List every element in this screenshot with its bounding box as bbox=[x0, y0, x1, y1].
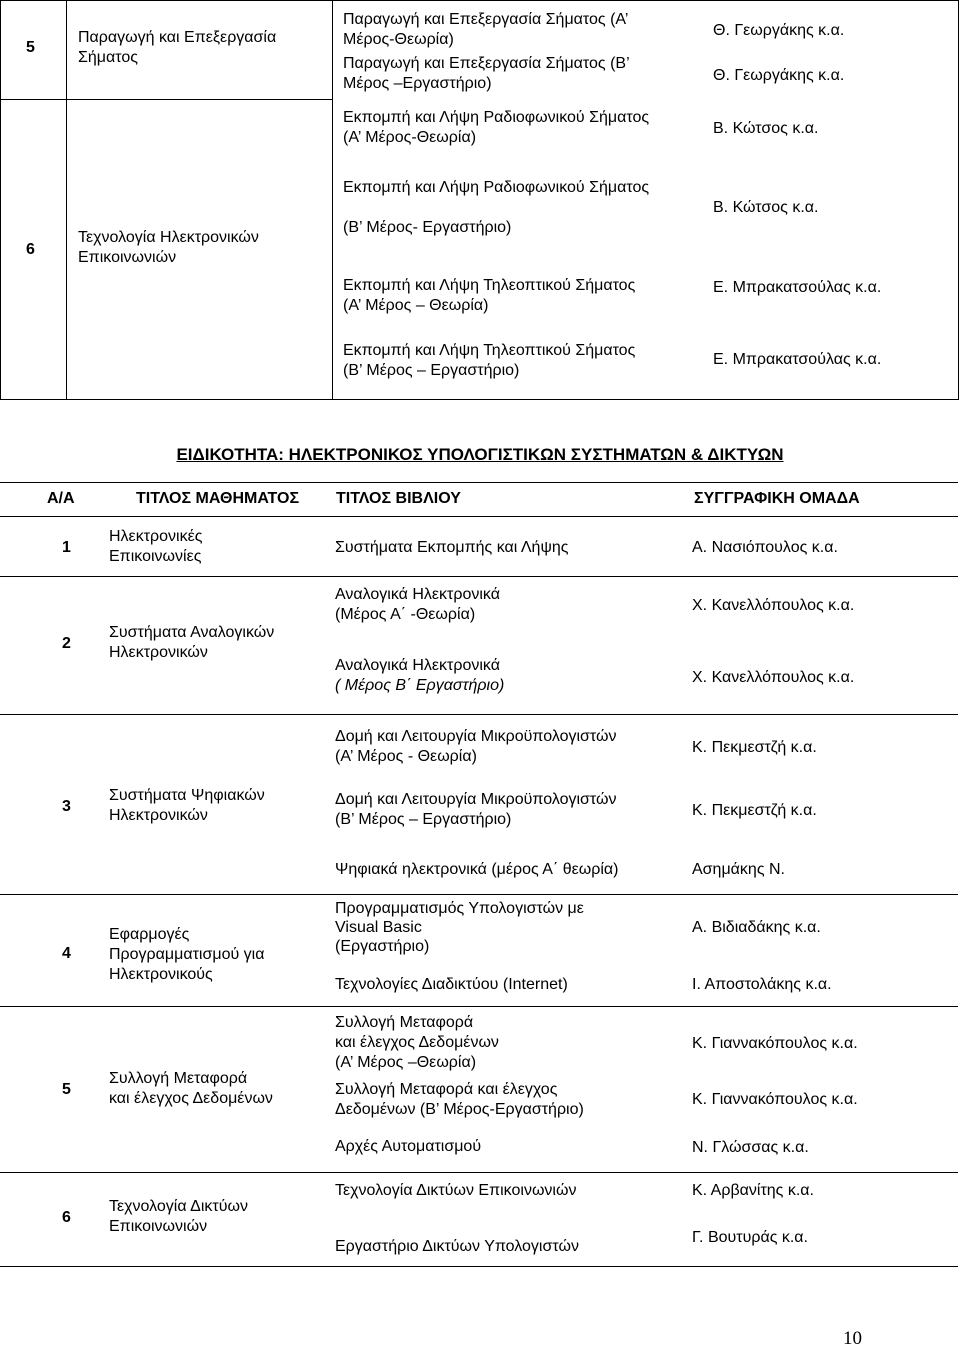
book-authors: Κ. Πεκμεστζή κ.α. bbox=[692, 802, 817, 819]
book-title: Προγραμματισμός Υπολογιστών με bbox=[335, 900, 584, 917]
course-title: Εφαρμογές bbox=[109, 926, 190, 943]
book-title: Αναλογικά Ηλεκτρονικά bbox=[335, 586, 500, 603]
book-title: Συστήματα Εκπομπής και Λήψης bbox=[335, 539, 569, 556]
book-title: Μέρος –Εργαστήριο) bbox=[343, 75, 492, 92]
book-title: (Α’ Μέρος-Θεωρία) bbox=[343, 129, 477, 146]
book-authors: Κ. Πεκμεστζή κ.α. bbox=[692, 739, 817, 756]
book-title: Εκπομπή και Λήψη Ραδιοφωνικού Σήματος bbox=[343, 109, 650, 126]
book-title: (Α’ Μέρος –Θεωρία) bbox=[335, 1054, 477, 1071]
book-authors: Ν. Γλώσσας κ.α. bbox=[692, 1139, 809, 1156]
header-book-title: ΤΙΤΛΟΣ ΒΙΒΛΙΟΥ bbox=[336, 490, 461, 507]
book-title: (Α’ Μέρος - Θεωρία) bbox=[335, 748, 477, 765]
course-title: και έλεγχος Δεδομένων bbox=[109, 1090, 273, 1107]
book-authors: Α. Νασιόπουλος κ.α. bbox=[692, 539, 838, 556]
book-title: Εκπομπή και Λήψη Τηλεοπτικού Σήματος bbox=[343, 342, 636, 359]
row-number: 4 bbox=[62, 945, 71, 962]
book-title: Εκπομπή και Λήψη Τηλεοπτικού Σήματος bbox=[343, 277, 636, 294]
specialty-name: Παραγωγή και Επεξεργασία bbox=[78, 29, 277, 46]
book-title: Αρχές Αυτοματισμού bbox=[335, 1138, 482, 1155]
book-title: Δεδομένων (Β’ Μέρος-Εργαστήριο) bbox=[335, 1101, 584, 1118]
book-title: Δομή και Λειτουργία Μικροϋπολογιστών bbox=[335, 791, 617, 808]
book-title: Visual Basic bbox=[335, 919, 422, 936]
book-title: ( Μέρος Β΄ Εργαστήριο) bbox=[335, 677, 505, 694]
book-title: (Β’ Μέρος – Εργαστήριο) bbox=[343, 362, 520, 379]
book-authors: Ε. Μπρακατσούλας κ.α. bbox=[713, 351, 882, 368]
book-title: Τεχνολογία Δικτύων Επικοινωνιών bbox=[335, 1182, 577, 1199]
row-number: 5 bbox=[62, 1081, 71, 1098]
book-title: (Β’ Μέρος- Εργαστήριο) bbox=[343, 219, 512, 236]
book-authors: Β. Κώτσος κ.α. bbox=[713, 120, 819, 137]
book-title: (Β’ Μέρος – Εργαστήριο) bbox=[335, 811, 512, 828]
book-authors: Ε. Μπρακατσούλας κ.α. bbox=[713, 279, 882, 296]
book-authors: Χ. Κανελλόπουλος κ.α. bbox=[692, 597, 855, 614]
book-title: Εργαστήριο Δικτύων Υπολογιστών bbox=[335, 1238, 579, 1255]
book-title: Ψηφιακά ηλεκτρονικά (μέρος Α΄ θεωρία) bbox=[335, 861, 619, 878]
book-authors: Χ. Κανελλόπουλος κ.α. bbox=[692, 669, 855, 686]
specialty-name: Τεχνολογία Ηλεκτρονικών bbox=[78, 229, 259, 246]
book-authors: Κ. Γιαννακόπουλος κ.α. bbox=[692, 1091, 858, 1108]
book-title: Μέρος-Θεωρία) bbox=[343, 31, 454, 48]
book-authors: Θ. Γεωργάκης κ.α. bbox=[713, 22, 845, 39]
book-title: και έλεγχος Δεδομένων bbox=[335, 1034, 499, 1051]
row-number: 1 bbox=[62, 539, 71, 556]
book-title: Τεχνολογίες Διαδικτύου (Internet) bbox=[335, 976, 568, 993]
book-authors: Ασημάκης Ν. bbox=[692, 861, 785, 878]
specialty-name: Επικοινωνιών bbox=[78, 249, 177, 266]
book-authors: Κ. Γιαννακόπουλος κ.α. bbox=[692, 1035, 858, 1052]
book-title: (Εργαστήριο) bbox=[335, 938, 430, 955]
book-authors: Κ. Αρβανίτης κ.α. bbox=[692, 1182, 814, 1199]
section-title: ΕΙΔΙΚΟΤΗΤΑ: ΗΛΕΚΤΡΟΝΙΚΟΣ ΥΠΟΛΟΓΙΣΤΙΚΩΝ ΣΥΣΤΗΜΑΤΩΝ & ΔΙΚΤΥΩΝ bbox=[176, 445, 784, 464]
book-title: Συλλογή Μεταφορά και έλεγχος bbox=[335, 1081, 558, 1098]
book-authors: Ι. Αποστολάκης κ.α. bbox=[692, 976, 832, 993]
book-title: Εκπομπή και Λήψη Ραδιοφωνικού Σήματος bbox=[343, 179, 650, 196]
course-title: Επικοινωνιών bbox=[109, 1218, 208, 1235]
book-title: (Μέρος Α΄ -Θεωρία) bbox=[335, 606, 476, 623]
book-title: Παραγωγή και Επεξεργασία Σήματος (Α’ bbox=[343, 11, 629, 28]
header-course-title: ΤΙΤΛΟΣ ΜΑΘΗΜΑΤΟΣ bbox=[136, 490, 300, 507]
header-authors: ΣΥΓΓΡΑΦΙΚΗ ΟΜΑΔΑ bbox=[694, 490, 860, 507]
book-title: Συλλογή Μεταφορά bbox=[335, 1014, 474, 1031]
course-title: Ηλεκτρονικών bbox=[109, 807, 208, 824]
course-title: Συλλογή Μεταφορά bbox=[109, 1070, 248, 1087]
course-title: Προγραμματισμού για bbox=[109, 946, 265, 963]
row-number: 2 bbox=[62, 635, 71, 652]
book-authors: Θ. Γεωργάκης κ.α. bbox=[713, 67, 845, 84]
header-aa: Α/Α bbox=[47, 490, 75, 507]
book-authors: Γ. Βουτυράς κ.α. bbox=[692, 1229, 808, 1246]
book-title: Αναλογικά Ηλεκτρονικά bbox=[335, 657, 500, 674]
book-title: Παραγωγή και Επεξεργασία Σήματος (Β’ bbox=[343, 55, 630, 72]
row-number: 6 bbox=[26, 241, 35, 258]
row-number: 5 bbox=[26, 39, 35, 56]
course-title: Τεχνολογία Δικτύων bbox=[109, 1198, 248, 1215]
book-title: (Α’ Μέρος – Θεωρία) bbox=[343, 297, 489, 314]
course-title: Ηλεκτρονικούς bbox=[109, 966, 213, 983]
course-title: Ηλεκτρονικών bbox=[109, 644, 208, 661]
book-authors: Α. Βιδιαδάκης κ.α. bbox=[692, 919, 821, 936]
course-title: Συστήματα Αναλογικών bbox=[109, 624, 275, 641]
book-title: Δομή και Λειτουργία Μικροϋπολογιστών bbox=[335, 728, 617, 745]
book-authors: Β. Κώτσος κ.α. bbox=[713, 199, 819, 216]
row-number: 6 bbox=[62, 1209, 71, 1226]
page-number: 10 bbox=[843, 1328, 862, 1349]
specialty-name: Σήματος bbox=[78, 49, 138, 66]
course-title: Συστήματα Ψηφιακών bbox=[109, 787, 265, 804]
row-number: 3 bbox=[62, 798, 71, 815]
course-title: Επικοινωνίες bbox=[109, 548, 202, 565]
course-title: Ηλεκτρονικές bbox=[109, 528, 203, 545]
